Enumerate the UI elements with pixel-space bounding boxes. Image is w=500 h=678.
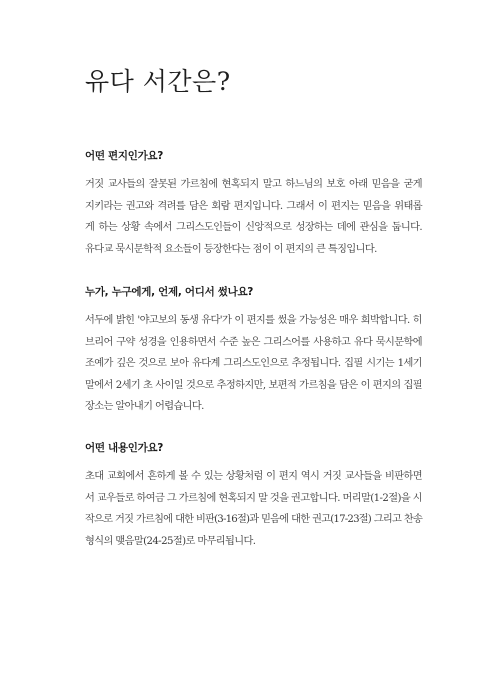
body-line: 유다교 묵시문학적 요소들이 등장한다는 점이 이 편지의 큰 특징입니다. bbox=[85, 243, 377, 255]
section-body bbox=[85, 310, 422, 418]
section-heading: 어떤 편지인가요? bbox=[85, 150, 164, 162]
body-line: 초대 교회에서 흔하게 볼 수 있는 상황처럼 이 편지 역시 거짓 교사들을 비판하면 bbox=[85, 471, 422, 482]
page-title: 유다 서간은? bbox=[85, 67, 231, 96]
section-what-content bbox=[85, 440, 422, 552]
body-line: 서 교우들로 하여금 그 가르침에 현혹되지 말 것을 권고합니다. 머리말(1-2절)을 시 bbox=[85, 492, 422, 504]
body-line: 조예가 깊은 것으로 보아 유다계 그리스도인으로 추정됩니다. 집필 시기는 1세기 bbox=[85, 358, 422, 370]
body-line: 브리어 구약 성경을 인용하면서 수준 높은 그리스어를 사용하고 유다 묵시문학에 bbox=[85, 336, 422, 348]
body-line: 게 하는 상황 속에서 그리스도인들이 신앙적으로 성장하는 데에 관심을 둡니다. bbox=[85, 222, 422, 234]
body-line: 작으로 거짓 가르침에 대한 비판(3-16절)과 믿음에 대한 권고(17-23절) 그리고 찬송 bbox=[85, 514, 422, 526]
section-body bbox=[85, 174, 422, 260]
body-line: 서두에 밝힌 '야고보의 동생 유다'가 이 편지를 썼을 가능성은 매우 희박합니다. 히 bbox=[85, 315, 422, 326]
section-heading: 어떤 내용인가요? bbox=[85, 442, 164, 454]
body-line: 장소는 알아내기 어렵습니다. bbox=[85, 401, 204, 413]
body-line: 지키라는 권고와 격려를 담은 회람 편지입니다. 그래서 이 편지는 믿음을 위태롭 bbox=[85, 200, 422, 212]
section-heading: 누가, 누구에게, 언제, 어디서 썼나요? bbox=[85, 286, 254, 298]
body-line: 말에서 2세기 초 사이일 것으로 추정하지만, 보편적 가르침을 담은 이 편지의 집필 bbox=[85, 379, 422, 391]
body-line: 형식의 맺음말(24-25절)로 마무리됩니다. bbox=[85, 535, 256, 547]
section-what-letter bbox=[85, 148, 422, 260]
body-line: 거짓 교사들의 잘못된 가르침에 현혹되지 말고 하느님의 보호 아래 믿음을 굳게 bbox=[85, 179, 422, 190]
section-who-when-where bbox=[85, 284, 422, 418]
section-body bbox=[85, 466, 422, 552]
